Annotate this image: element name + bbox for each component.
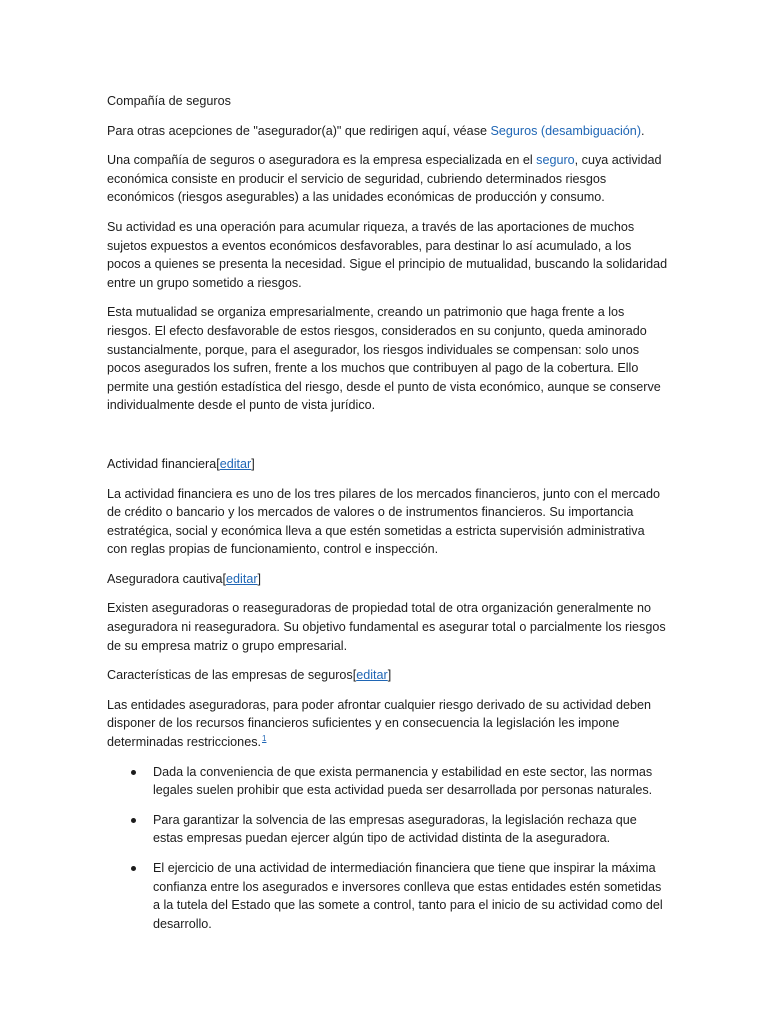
page-title: Compañía de seguros — [107, 94, 231, 108]
list-item — [107, 859, 668, 933]
edit-link[interactable]: editar — [219, 456, 252, 471]
footnote-reference — [262, 734, 266, 743]
restrictions-list — [107, 763, 668, 934]
footnote-link[interactable]: 1 — [262, 733, 267, 743]
edit-link[interactable]: editar — [226, 571, 258, 586]
seguro-link[interactable]: seguro — [536, 153, 575, 168]
section-heading-text: Actividad financiera — [107, 456, 217, 471]
list-item — [107, 763, 668, 800]
section-body-text: Las entidades aseguradoras, para poder afrontar cualquier riesgo derivado de su actividad deben disponer de los recursos financieros suficientes y en consecuencia la legislación les impone determinadas restricciones. — [107, 697, 651, 750]
section-body-aseguradora-cautiva: Existen aseguradoras o reaseguradoras de propiedad total de otra organización generalmente no aseguradora ni reaseguradora. Su objetivo fundamental es asegurar total o parcialmente los riesgos de su empresa matriz o grupo empresarial. — [107, 601, 666, 653]
disambiguation-link[interactable]: Seguros (desambiguación) — [490, 123, 642, 138]
section-heading-text: Características de las empresas de seguros — [107, 668, 353, 683]
section-heading-caracteristicas: Características de las empresas de seguros[editar] — [107, 668, 392, 683]
list-item — [107, 811, 668, 848]
intro-paragraph-2: Su actividad es una operación para acumular riqueza, a través de las aportaciones de muchos sujetos expuestos a eventos económicos desfavorables, para destinar lo así acumulado, a los pocos a quienes se presenta la necesidad. Sigue el principio de mutualidad, buscando la solidaridad entre un grupo sometido a riesgos. — [107, 219, 668, 290]
section-heading-actividad-financiera: Actividad financiera[editar] — [107, 456, 255, 471]
bullet-icon — [131, 818, 136, 823]
section-body-caracteristicas — [107, 696, 668, 752]
intro-paragraph-1 — [107, 151, 668, 207]
section-heading-text: Aseguradora cautiva — [107, 571, 223, 586]
disambiguation-text: Para otras acepciones de "asegurador(a)" que redirigen aquí, véase — [107, 123, 491, 138]
disambiguation-note — [107, 122, 668, 141]
section-heading-aseguradora-cautiva: Aseguradora cautiva[editar] — [107, 571, 262, 586]
intro-1-text-start: Una compañía de seguros o aseguradora es la empresa especializada en el — [107, 153, 537, 168]
list-item-text: Para garantizar la solvencia de las empresas aseguradoras, la legislación rechaza que estas empresas puedan ejercer algún tipo de actividad distinta de la aseguradora. — [153, 812, 637, 846]
disambiguation-end: . — [641, 123, 645, 138]
list-item-text: Dada la conveniencia de que exista permanencia y estabilidad en este sector, las normas legales suelen prohibir que esta actividad pueda ser desarrollada por personas naturales. — [153, 764, 653, 798]
section-body-actividad-financiera: La actividad financiera es uno de los tres pilares de los mercados financieros, junto con el mercado de crédito o bancario y los mercados de valores o de instrumentos financieros. Su importancia estratégica, social y económica lleva a que estén sometidas a estricta supervisión administrativa con reglas propias de funcionamiento, control e inspección. — [107, 486, 661, 557]
bullet-icon — [131, 770, 136, 775]
intro-1-text-end: , cuya actividad económica consiste en producir el servicio de seguridad, cubriendo determinados riesgos económicos (riesgos asegurables) a las unidades económicas de producción y consumo. — [107, 153, 662, 205]
intro-paragraph-3: Esta mutualidad se organiza empresarialmente, creando un patrimonio que haga frente a los riesgos. El efecto desfavorable de estos riesgos, considerados en su conjunto, queda aminorado sustancialmente, porque, para el asegurador, los riesgos individuales se compensan: solo unos pocos asegurados los sufren, frente a los muchos que contribuyen al pago de la cobertura. Ello permite una gestión estadística del riesgo, desde el punto de vista económico, aunque se conserve individualmente desde el punto de vista jurídico. — [107, 305, 661, 413]
bullet-icon — [131, 866, 136, 871]
list-item-text: El ejercicio de una actividad de intermediación financiera que tiene que inspirar la máxima confianza entre los asegurados e inversores conlleva que estas entidades estén sometidas a la tutela del Estado que las somete a control, tanto para el inicio de su actividad como del desarrollo. — [153, 861, 663, 931]
edit-link[interactable]: editar — [356, 668, 388, 683]
